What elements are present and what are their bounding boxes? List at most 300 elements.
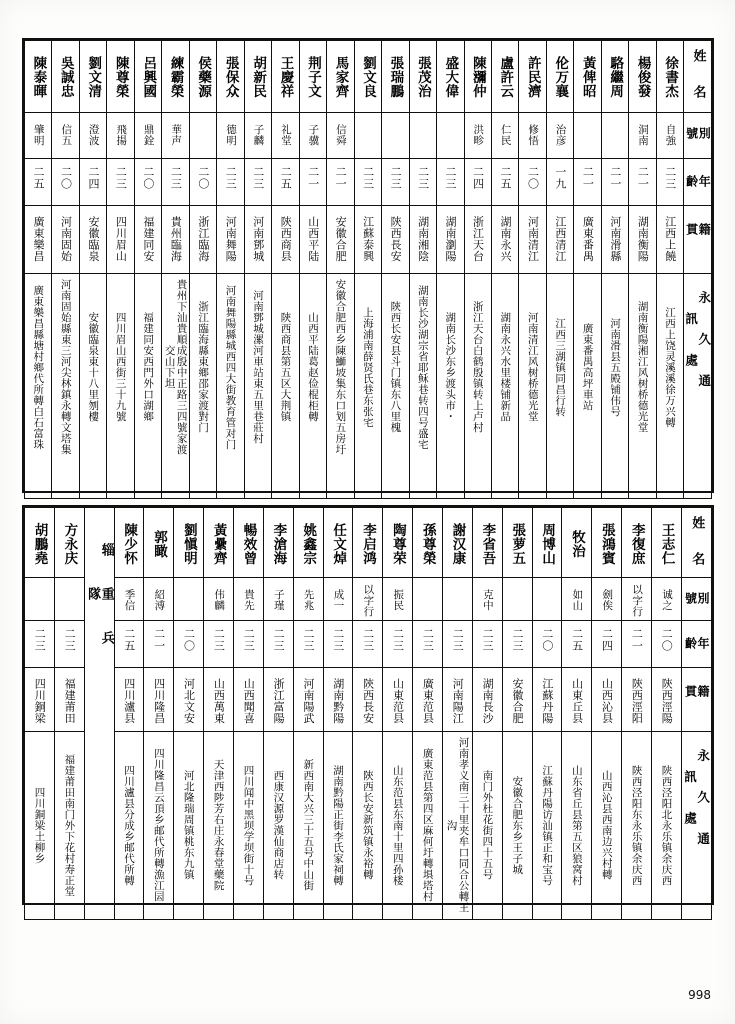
cell-address-text: 河南滑县五殿铺伟号 bbox=[609, 317, 622, 417]
row-header-age bbox=[681, 621, 711, 671]
cell-alias bbox=[293, 578, 323, 621]
cell-alias bbox=[244, 113, 271, 159]
cell-origin bbox=[217, 206, 244, 274]
cell-age bbox=[144, 621, 174, 668]
cell-address-text: 陝西商县第五区大荆镇 bbox=[279, 312, 292, 422]
cell-age-text: 二〇 bbox=[526, 166, 540, 190]
cell-age-text: 二三 bbox=[510, 628, 524, 652]
cell-name-text: 荆子文 bbox=[305, 56, 321, 98]
cell-name bbox=[383, 508, 413, 578]
cell-name-text: 楊俊發 bbox=[634, 56, 651, 98]
cell-alias bbox=[574, 113, 601, 159]
cell-address bbox=[107, 274, 134, 499]
cell-address-text: 貴州下汕貴順成殷中正路三四號家渡交山下坦 bbox=[163, 279, 188, 455]
cell-alias bbox=[327, 113, 354, 159]
cell-address bbox=[574, 274, 601, 499]
cell-alias bbox=[629, 113, 656, 159]
roster-row-age bbox=[25, 621, 712, 668]
cell-address bbox=[592, 732, 622, 920]
row-header-alias bbox=[684, 113, 712, 159]
cell-age bbox=[546, 159, 573, 206]
cell-address-text: 湖南长沙湖宗省耶稣巷转四号盛宅 bbox=[416, 284, 429, 450]
cell-address bbox=[54, 732, 84, 920]
cell-address-text: 河南清江风树桥德光堂 bbox=[526, 312, 539, 422]
cell-address bbox=[189, 274, 216, 499]
cell-address bbox=[114, 732, 144, 920]
cell-name-text: 胡鵬堯 bbox=[31, 523, 48, 565]
cell-alias bbox=[491, 113, 518, 159]
cell-origin-text: 湖南長沙 bbox=[481, 678, 495, 724]
cell-origin bbox=[383, 668, 413, 732]
roster-row-alias bbox=[25, 113, 712, 159]
cell-address bbox=[491, 274, 518, 499]
cell-address-text: 四川銅梁土柳乡 bbox=[33, 786, 46, 864]
cell-age bbox=[601, 159, 628, 206]
cell-alias-text: 子麟 bbox=[252, 124, 265, 146]
cell-age bbox=[353, 621, 383, 668]
cell-address-text: 湖南衡陽湘江风树桥德光堂 bbox=[636, 301, 649, 433]
row-header-text: 永 久 通 訊 處 bbox=[682, 748, 711, 874]
cell-origin bbox=[491, 206, 518, 274]
page-number: 998 bbox=[688, 988, 711, 1002]
cell-age-text: 二三 bbox=[33, 628, 47, 652]
cell-origin-text: 廣東番禺 bbox=[581, 216, 595, 262]
cell-name bbox=[217, 41, 244, 113]
cell-name bbox=[437, 41, 464, 113]
cell-age bbox=[293, 621, 323, 668]
cell-alias-text: 振民 bbox=[392, 589, 405, 611]
cell-address bbox=[443, 732, 473, 920]
cell-address bbox=[383, 732, 413, 920]
cell-alias-text: 克中 bbox=[481, 589, 494, 611]
cell-address-text: 山西平陆葛赵俭棍柜轉 bbox=[306, 312, 319, 422]
row-header-name bbox=[684, 41, 712, 113]
cell-origin-text: 安徽合肥 bbox=[334, 216, 348, 262]
cell-origin bbox=[443, 668, 473, 732]
cell-age bbox=[592, 621, 622, 668]
cell-origin bbox=[107, 206, 134, 274]
cell-alias bbox=[472, 578, 502, 621]
cell-origin-text: 湖南衡陽 bbox=[636, 216, 650, 262]
row-header-text: 姓 名 bbox=[689, 515, 705, 569]
cell-name-text: 陳少怀 bbox=[121, 523, 138, 565]
cell-origin bbox=[272, 206, 299, 274]
cell-origin bbox=[562, 668, 592, 732]
cell-alias-text: 治彦 bbox=[554, 124, 567, 146]
cell-alias-text: 德明 bbox=[225, 124, 238, 146]
cell-name bbox=[472, 508, 502, 578]
cell-age bbox=[162, 159, 189, 206]
cell-age-text: 二三 bbox=[481, 628, 495, 652]
cell-age-text: 二四 bbox=[471, 166, 485, 190]
cell-age-text: 二五 bbox=[32, 166, 45, 190]
cell-name bbox=[532, 508, 562, 578]
cell-name bbox=[502, 508, 532, 578]
cell-address bbox=[464, 274, 491, 499]
cell-origin bbox=[413, 668, 443, 732]
cell-age-text: 二三 bbox=[444, 166, 458, 190]
cell-name-text: 徐書杰 bbox=[662, 56, 679, 98]
cell-name bbox=[491, 41, 518, 113]
cell-alias bbox=[114, 578, 144, 621]
cell-origin-text: 安徽合肥 bbox=[510, 678, 524, 724]
cell-name bbox=[189, 41, 216, 113]
cell-name-text: 任文焯 bbox=[330, 523, 347, 565]
cell-origin-text: 陝西長安 bbox=[361, 678, 375, 724]
cell-age-text: 二三 bbox=[212, 628, 226, 652]
cell-origin bbox=[144, 668, 174, 732]
cell-origin bbox=[652, 668, 682, 732]
cell-age-text: 二三 bbox=[224, 166, 238, 190]
cell-age bbox=[472, 621, 502, 668]
cell-address-text: 湖南永兴水里楼铺新品 bbox=[499, 312, 512, 422]
cell-age bbox=[134, 159, 161, 206]
cell-address-text: 陕西泾阳北永乐镇余庆西 bbox=[660, 764, 673, 886]
cell-alias-text: 诚之 bbox=[660, 589, 673, 611]
cell-origin bbox=[189, 206, 216, 274]
cell-name bbox=[562, 508, 592, 578]
cell-name-text: 侯藥源 bbox=[195, 56, 212, 98]
cell-name bbox=[382, 41, 409, 113]
cell-address bbox=[293, 732, 323, 920]
cell-age bbox=[107, 159, 134, 206]
cell-address-text: 四川眉山西街三十九號 bbox=[114, 312, 127, 422]
cell-age bbox=[204, 621, 234, 668]
cell-age-text: 二〇 bbox=[141, 166, 155, 190]
cell-age-text: 一九 bbox=[553, 166, 567, 190]
cell-age bbox=[383, 621, 413, 668]
cell-address-text: 安徽合肥西乡陳鰤坡集东口划五房圩 bbox=[334, 279, 347, 455]
cell-alias bbox=[189, 113, 216, 159]
cell-address-text: 安徽臨泉東十八里刎樓 bbox=[87, 312, 100, 422]
cell-alias bbox=[652, 578, 682, 621]
cell-origin bbox=[409, 206, 436, 274]
cell-address-text: 廣東范县第四区麻何圩轉埧塔村 bbox=[421, 748, 434, 902]
cell-address bbox=[502, 732, 532, 920]
cell-name bbox=[353, 508, 383, 578]
cell-origin-text: 浙江天台 bbox=[471, 216, 485, 262]
cell-age bbox=[491, 159, 518, 206]
cell-age bbox=[382, 159, 409, 206]
cell-name-text: 張萝五 bbox=[509, 523, 526, 565]
cell-address bbox=[532, 732, 562, 920]
cell-address-text: 廣東番禺高坪車站 bbox=[581, 323, 594, 411]
cell-name bbox=[52, 41, 79, 113]
cell-age-text: 二三 bbox=[114, 166, 128, 190]
cell-name-text: 駱繼周 bbox=[607, 56, 624, 98]
cell-address bbox=[162, 274, 189, 499]
cell-address-text: 山东范县东南十里四孙楼 bbox=[391, 764, 404, 886]
cell-age bbox=[174, 621, 204, 668]
cell-origin bbox=[25, 206, 52, 274]
cell-age-text: 二〇 bbox=[59, 166, 73, 190]
cell-origin bbox=[234, 668, 264, 732]
cell-origin bbox=[52, 206, 79, 274]
cell-name-text: 馬家齊 bbox=[332, 56, 349, 98]
cell-origin-text: 陝西商县 bbox=[279, 216, 293, 262]
roster-table-top bbox=[22, 38, 714, 493]
cell-age bbox=[25, 159, 52, 206]
cell-origin-text: 陝西涇阳 bbox=[630, 678, 644, 724]
cell-age-text: 二一 bbox=[630, 628, 644, 652]
row-header-origin bbox=[684, 206, 712, 274]
cell-name bbox=[574, 41, 601, 113]
cell-address-text: 四川闻中黑坝学坝街十号 bbox=[242, 764, 255, 886]
cell-age-text: 二一 bbox=[152, 628, 166, 652]
cell-alias-text: 子骥 bbox=[307, 124, 320, 146]
cell-alias bbox=[299, 113, 326, 159]
cell-origin bbox=[437, 206, 464, 274]
cell-address-text: 天津西陟芳右庄永春堂藥院 bbox=[212, 759, 225, 891]
cell-name-text: 李省吾 bbox=[479, 523, 496, 565]
cell-alias bbox=[54, 578, 84, 621]
cell-alias bbox=[263, 578, 293, 621]
row-header-text: 年 齡 bbox=[684, 175, 712, 209]
cell-alias bbox=[532, 578, 562, 621]
cell-alias bbox=[174, 578, 204, 621]
cell-name-text: 陳泰暉 bbox=[30, 56, 47, 98]
cell-origin-text: 湖南黔陽 bbox=[331, 678, 345, 724]
cell-address-text: 福建同安西門外口湖鄉 bbox=[142, 312, 155, 422]
cell-address-text: 陝西长安新筑镇永裕轉 bbox=[361, 770, 374, 880]
cell-alias-text: 成一 bbox=[332, 589, 345, 611]
cell-address-text: 江西三湖镇同昌行转 bbox=[554, 317, 567, 417]
cell-age bbox=[519, 159, 546, 206]
cell-age bbox=[413, 621, 443, 668]
cell-address bbox=[263, 732, 293, 920]
cell-address bbox=[382, 274, 409, 499]
cell-address-text: 上海浦南薛贤氏巷东张宅 bbox=[361, 306, 374, 428]
cell-age-text: 二三 bbox=[663, 166, 677, 190]
cell-alias bbox=[519, 113, 546, 159]
cell-origin bbox=[546, 206, 573, 274]
cell-origin-text: 浙江富陽 bbox=[272, 678, 286, 724]
cell-age-text: 二三 bbox=[421, 628, 435, 652]
cell-alias bbox=[52, 113, 79, 159]
cell-age-text: 二三 bbox=[361, 166, 375, 190]
cell-alias bbox=[354, 113, 381, 159]
cell-origin bbox=[353, 668, 383, 732]
cell-age-text: 二五 bbox=[498, 166, 512, 190]
cell-name-text: 周博山 bbox=[539, 523, 556, 565]
cell-alias bbox=[353, 578, 383, 621]
cell-name-text: 方永庆 bbox=[61, 523, 78, 565]
cell-alias-text: 鼎銓 bbox=[142, 124, 155, 146]
cell-alias bbox=[25, 578, 55, 621]
cell-alias-text: 劍俟 bbox=[601, 589, 614, 611]
cell-address bbox=[52, 274, 79, 499]
cell-address bbox=[299, 274, 326, 499]
cell-name bbox=[25, 508, 55, 578]
cell-name-text: 練霸榮 bbox=[167, 56, 184, 98]
cell-name-text: 姚鑫宗 bbox=[300, 523, 317, 565]
cell-origin-text: 浙江臨海 bbox=[196, 216, 210, 262]
cell-origin bbox=[472, 668, 502, 732]
cell-age-text: 二三 bbox=[242, 628, 256, 652]
cell-age bbox=[622, 621, 652, 668]
cell-name-text: 陶尊荣 bbox=[389, 523, 406, 565]
cell-address-text: 江蘇丹陽访汕镇正和宝号 bbox=[541, 764, 554, 886]
cell-origin-text: 福建莆田 bbox=[63, 678, 77, 724]
cell-name-text: 李滄海 bbox=[270, 523, 287, 565]
cell-age bbox=[114, 621, 144, 668]
cell-address bbox=[134, 274, 161, 499]
cell-name bbox=[622, 508, 652, 578]
cell-alias-text: 季信 bbox=[123, 589, 136, 611]
cell-address bbox=[546, 274, 573, 499]
cell-age-text: 二〇 bbox=[540, 628, 554, 652]
cell-alias-text: 修悟 bbox=[527, 124, 540, 146]
cell-address bbox=[144, 732, 174, 920]
cell-origin bbox=[601, 206, 628, 274]
row-header-text: 姓 名 bbox=[690, 48, 706, 102]
cell-origin-text: 四川瀘县 bbox=[122, 678, 136, 724]
cell-origin-text: 湖南湘陰 bbox=[416, 216, 430, 262]
cell-name bbox=[114, 508, 144, 578]
cell-address-text: 湖南黔陽正街李氏家祠轉 bbox=[332, 764, 345, 886]
cell-address bbox=[656, 274, 683, 499]
cell-origin bbox=[622, 668, 652, 732]
cell-address-text: 福建莆田南门外下花村寿正堂 bbox=[63, 753, 76, 897]
cell-name-text: 盧許云 bbox=[497, 56, 514, 98]
cell-name-text: 張鴻賓 bbox=[598, 523, 615, 565]
cell-alias bbox=[622, 578, 652, 621]
cell-address-text: 山东省丘县第五区狼窝村 bbox=[570, 764, 583, 886]
cell-alias-text: 肇明 bbox=[32, 124, 45, 146]
cell-name bbox=[174, 508, 204, 578]
cell-age bbox=[79, 159, 106, 206]
cell-alias bbox=[272, 113, 299, 159]
cell-alias bbox=[234, 578, 264, 621]
cell-origin-text: 山西萬東 bbox=[212, 678, 226, 724]
cell-name-text: 劉文清 bbox=[85, 56, 102, 98]
cell-origin-text: 四川眉山 bbox=[114, 216, 128, 262]
cell-age-text: 二三 bbox=[301, 628, 315, 652]
cell-origin-text: 山東丘县 bbox=[570, 678, 584, 724]
cell-age-text: 二一 bbox=[608, 166, 622, 190]
cell-name-text: 張茂治 bbox=[414, 56, 431, 98]
cell-address bbox=[354, 274, 381, 499]
cell-name bbox=[293, 508, 323, 578]
cell-name-text: 牧治 bbox=[568, 530, 585, 558]
cell-name bbox=[652, 508, 682, 578]
cell-origin-text: 福建同安 bbox=[141, 216, 155, 262]
cell-address-text: 新西南大兴三十五号中山街 bbox=[302, 759, 315, 891]
roster-table-bottom bbox=[22, 505, 714, 913]
cell-age-text: 二三 bbox=[451, 628, 465, 652]
cell-alias bbox=[437, 113, 464, 159]
cell-origin bbox=[263, 668, 293, 732]
cell-name bbox=[592, 508, 622, 578]
cell-origin-text: 四川隆昌 bbox=[152, 678, 166, 724]
cell-address-text: 河北隆瑞周镇桃东九镇 bbox=[182, 770, 195, 880]
cell-origin-text: 湖南瀏陽 bbox=[444, 216, 458, 262]
cell-name bbox=[272, 41, 299, 113]
cell-age-text: 二五 bbox=[279, 166, 293, 190]
cell-age-text: 二〇 bbox=[196, 166, 210, 190]
cell-alias-text: 貴先 bbox=[242, 589, 255, 611]
roster-row-origin bbox=[25, 206, 712, 274]
cell-alias bbox=[546, 113, 573, 159]
cell-name bbox=[25, 41, 52, 113]
cell-name bbox=[144, 508, 174, 578]
cell-alias bbox=[383, 578, 413, 621]
cell-age-text: 二三 bbox=[251, 166, 265, 190]
cell-alias bbox=[217, 113, 244, 159]
roster-row-name bbox=[25, 508, 712, 578]
roster-row-addr bbox=[25, 732, 712, 920]
unit-label-text: 辎 重 兵 隊 bbox=[85, 542, 114, 675]
row-header-alias bbox=[681, 578, 711, 626]
unit-label-cell bbox=[84, 508, 114, 920]
cell-alias bbox=[144, 578, 174, 621]
cell-name bbox=[107, 41, 134, 113]
cell-origin bbox=[174, 668, 204, 732]
cell-address-text: 河南舞陽縣城西四大街教育管对门 bbox=[224, 284, 237, 450]
cell-age-text: 二一 bbox=[306, 166, 320, 190]
cell-name bbox=[323, 508, 353, 578]
cell-name-text: 許民濟 bbox=[524, 56, 541, 98]
cell-origin bbox=[502, 668, 532, 732]
cell-address bbox=[413, 732, 443, 920]
cell-name bbox=[519, 41, 546, 113]
cell-origin bbox=[114, 668, 144, 732]
cell-origin bbox=[134, 206, 161, 274]
cell-origin bbox=[656, 206, 683, 274]
cell-age-text: 二三 bbox=[416, 166, 430, 190]
cell-address bbox=[652, 732, 682, 920]
cell-age bbox=[562, 621, 592, 668]
cell-age bbox=[272, 159, 299, 206]
cell-alias bbox=[656, 113, 683, 159]
cell-age-text: 二〇 bbox=[182, 628, 196, 652]
cell-address-text: 浙江臨海縣東鄉邵家渡對门 bbox=[197, 301, 210, 433]
roster-row-alias bbox=[25, 578, 712, 621]
cell-name-text: 郭瞰 bbox=[150, 530, 167, 558]
cell-name bbox=[327, 41, 354, 113]
cell-name bbox=[443, 508, 473, 578]
cell-address bbox=[244, 274, 271, 499]
cell-alias bbox=[162, 113, 189, 159]
cell-origin-text: 陝西長安 bbox=[389, 216, 403, 262]
cell-age-text: 二三 bbox=[389, 166, 403, 190]
cell-name-text: 劉文良 bbox=[359, 56, 376, 98]
cell-name bbox=[601, 41, 628, 113]
roster-row-origin bbox=[25, 668, 712, 732]
cell-origin-text: 河南陽武 bbox=[301, 678, 315, 724]
roster-row-addr bbox=[25, 274, 712, 499]
row-header-addr bbox=[681, 732, 711, 920]
cell-address-text: 山西沁县西南边兴村轉 bbox=[600, 770, 613, 880]
cell-origin bbox=[162, 206, 189, 274]
cell-age-text: 二〇 bbox=[660, 628, 674, 652]
roster-row-name bbox=[25, 41, 712, 113]
cell-name bbox=[134, 41, 161, 113]
cell-address bbox=[562, 732, 592, 920]
cell-name-text: 伦万襄 bbox=[552, 56, 569, 98]
cell-alias bbox=[464, 113, 491, 159]
cell-address bbox=[204, 732, 234, 920]
cell-origin bbox=[204, 668, 234, 732]
cell-origin bbox=[299, 206, 326, 274]
cell-origin-text: 山東范县 bbox=[391, 678, 405, 724]
cell-address bbox=[323, 732, 353, 920]
cell-alias bbox=[204, 578, 234, 621]
cell-name bbox=[629, 41, 656, 113]
roster-grid-top bbox=[24, 40, 712, 499]
cell-address bbox=[437, 274, 464, 499]
cell-address bbox=[629, 274, 656, 499]
